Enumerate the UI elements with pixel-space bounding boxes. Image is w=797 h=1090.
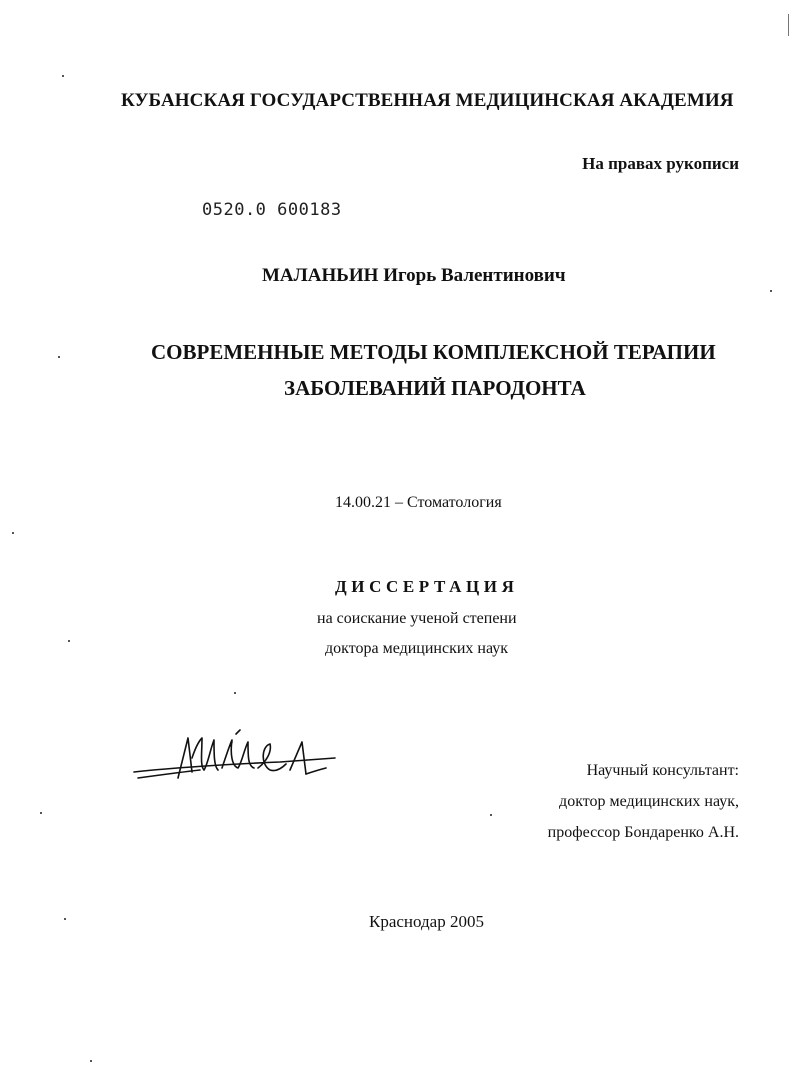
author-given-names: Игорь Валентинович — [383, 265, 566, 286]
dissertation-title-line-2: ЗАБОЛЕВАНИЙ ПАРОДОНТА — [284, 376, 586, 400]
scan-speck — [68, 640, 70, 642]
scan-speck — [58, 356, 60, 358]
author-surname: МАЛАНЬИН — [262, 265, 379, 286]
specialty-code: 14.00.21 – Стоматология — [335, 494, 502, 511]
consultant-name: профессор Бондаренко А.Н. — [547, 824, 739, 841]
handwritten-signature-icon — [130, 728, 340, 798]
consultant-label: Научный консультант: — [586, 762, 739, 779]
document-genre: ДИССЕРТАЦИЯ — [335, 577, 519, 596]
scan-speck — [490, 814, 492, 816]
degree-line-1: на соискание ученой степени — [317, 610, 517, 627]
scan-speck — [234, 692, 236, 694]
author-name — [262, 265, 566, 287]
degree-line-2: доктора медицинских наук — [325, 640, 509, 657]
scan-edge-mark — [788, 14, 789, 36]
scan-speck — [62, 75, 64, 77]
scan-speck — [90, 1060, 92, 1062]
inventory-number: 0520.0 600183 — [202, 200, 342, 220]
consultant-block — [548, 755, 739, 848]
scan-speck — [770, 290, 772, 292]
scan-speck — [64, 918, 66, 920]
rights-notice: На правах рукописи — [582, 154, 739, 173]
scan-speck — [12, 532, 14, 534]
consultant-degree: доктор медицинских наук, — [559, 793, 739, 810]
scan-speck — [40, 812, 42, 814]
dissertation-title-line-1: СОВРЕМЕННЫЕ МЕТОДЫ КОМПЛЕКСНОЙ ТЕРАПИИ — [151, 340, 716, 364]
institution-name: КУБАНСКАЯ ГОСУДАРСТВЕННАЯ МЕДИЦИНСКАЯ АКАДЕМИЯ — [121, 90, 734, 111]
city-and-year: Краснодар 2005 — [369, 912, 484, 931]
